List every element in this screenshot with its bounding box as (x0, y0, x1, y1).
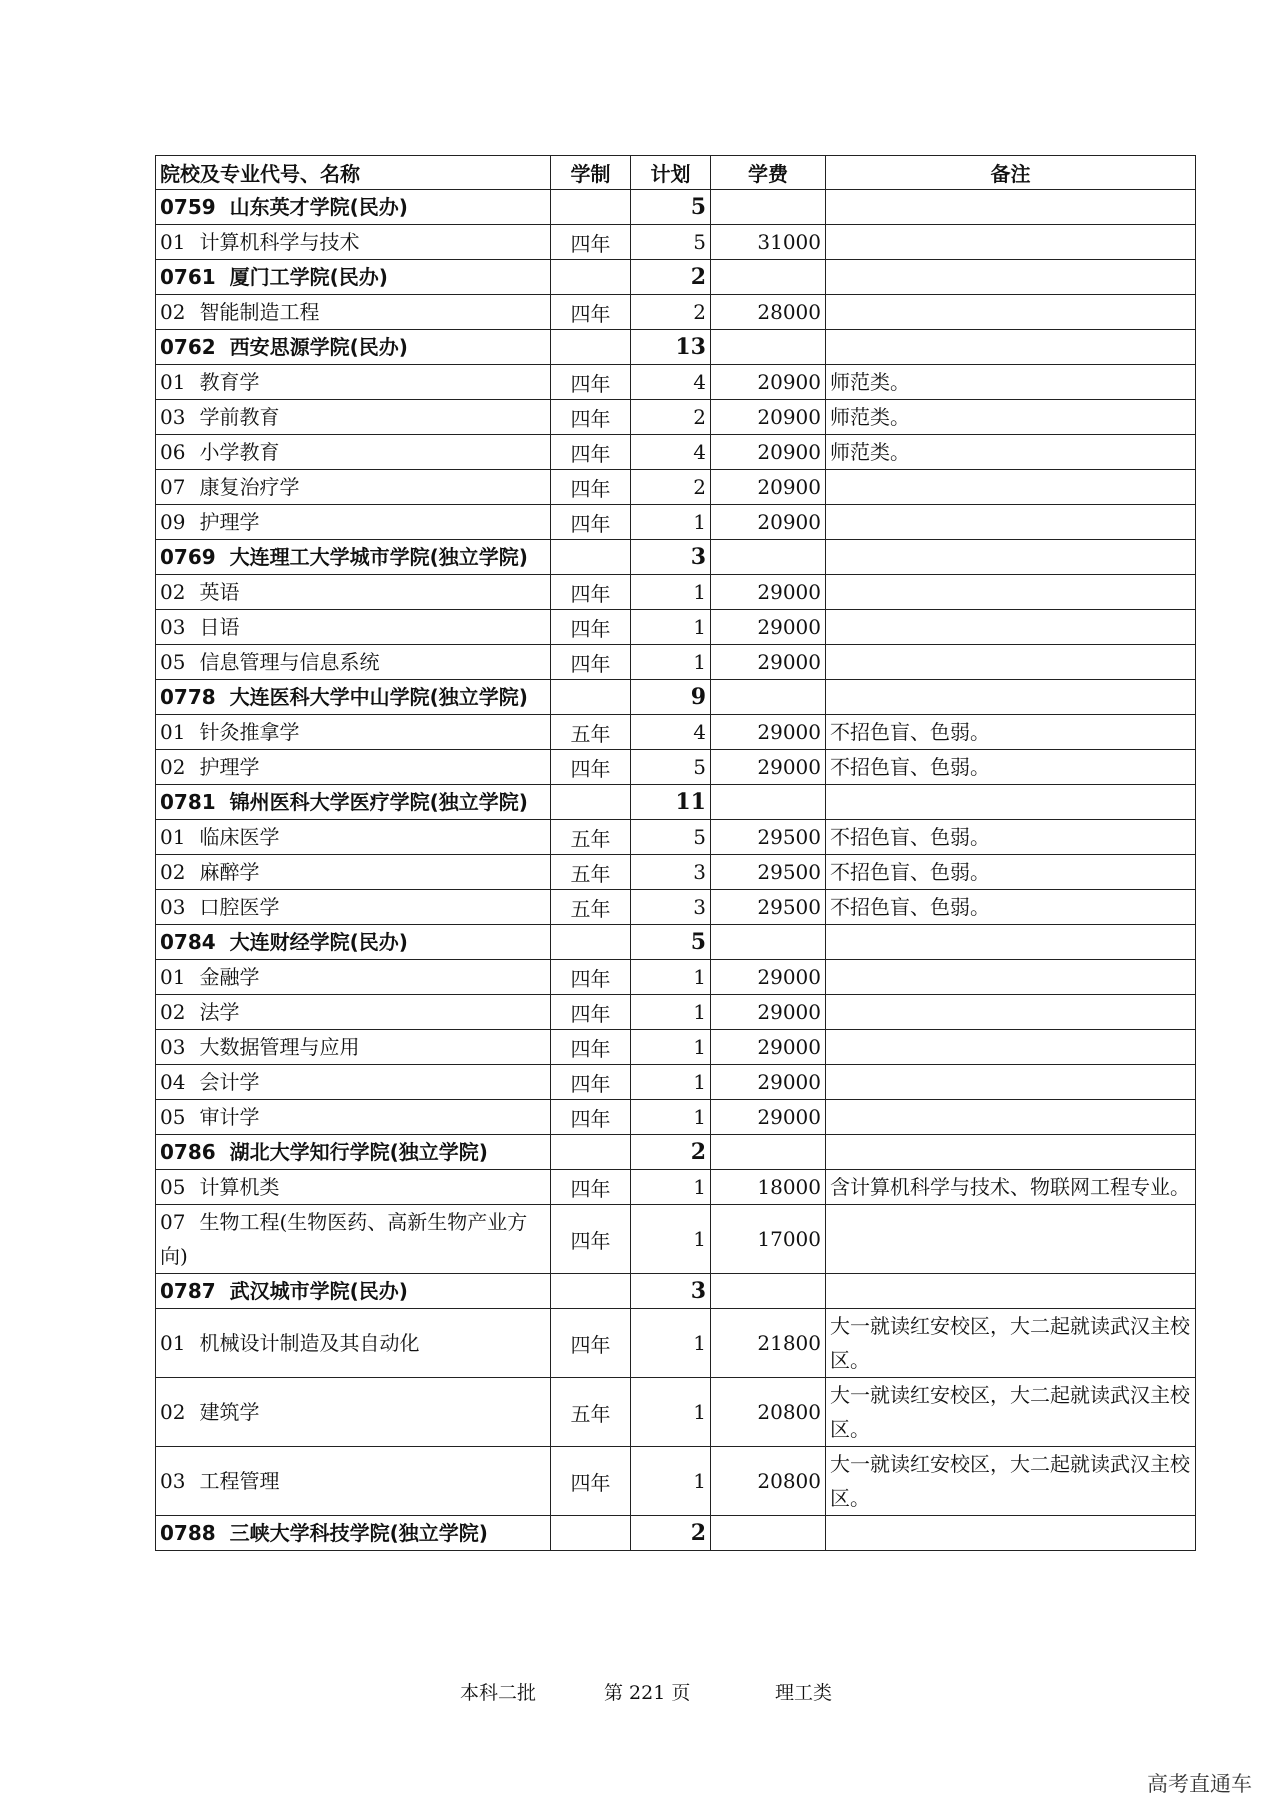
system-cell: 四年 (551, 1447, 631, 1516)
fee-cell (711, 260, 826, 295)
note-cell (826, 1274, 1196, 1309)
school-code: 0786 (160, 1140, 216, 1164)
major-code: 03 (160, 405, 186, 429)
major-name: 麻醉学 (199, 860, 260, 884)
school-row (156, 330, 1196, 365)
major-row (156, 715, 1196, 750)
school-row (156, 785, 1196, 820)
major-cell (156, 1170, 551, 1205)
note-cell: 不招色盲、色弱。 (826, 855, 1196, 890)
note-cell (826, 1065, 1196, 1100)
major-code: 02 (160, 1000, 186, 1024)
major-name: 大数据管理与应用 (199, 1035, 360, 1059)
major-row (156, 750, 1196, 785)
major-cell (156, 505, 551, 540)
system-cell (551, 260, 631, 295)
major-cell (156, 750, 551, 785)
note-cell: 师范类。 (826, 435, 1196, 470)
note-cell: 含计算机科学与技术、物联网工程专业。 (826, 1170, 1196, 1205)
note-cell: 大一就读红安校区，大二起就读武汉主校区。 (826, 1447, 1196, 1516)
major-row (156, 610, 1196, 645)
fee-cell: 29500 (711, 820, 826, 855)
system-cell (551, 190, 631, 225)
note-cell: 不招色盲、色弱。 (826, 820, 1196, 855)
school-row (156, 260, 1196, 295)
major-code: 07 (160, 1210, 186, 1234)
plan-cell: 2 (631, 260, 711, 295)
system-cell: 四年 (551, 750, 631, 785)
major-cell (156, 365, 551, 400)
fee-cell: 29000 (711, 715, 826, 750)
header-system: 学制 (551, 156, 631, 190)
school-code: 0769 (160, 545, 216, 569)
school-cell (156, 785, 551, 820)
major-row (156, 1030, 1196, 1065)
system-cell: 四年 (551, 575, 631, 610)
system-cell: 四年 (551, 435, 631, 470)
major-code: 02 (160, 860, 186, 884)
system-cell: 四年 (551, 645, 631, 680)
plan-cell: 1 (631, 610, 711, 645)
school-cell (156, 925, 551, 960)
school-cell (156, 1516, 551, 1551)
fee-cell: 28000 (711, 295, 826, 330)
school-code: 0762 (160, 335, 216, 359)
major-row (156, 365, 1196, 400)
plan-cell: 3 (631, 890, 711, 925)
major-code: 01 (160, 965, 186, 989)
system-cell: 四年 (551, 400, 631, 435)
system-cell (551, 1274, 631, 1309)
major-code: 02 (160, 580, 186, 604)
system-cell: 五年 (551, 890, 631, 925)
major-name: 口腔医学 (199, 895, 280, 919)
school-row (156, 1516, 1196, 1551)
major-cell (156, 1065, 551, 1100)
major-row (156, 855, 1196, 890)
major-code: 01 (160, 370, 186, 394)
note-cell (826, 785, 1196, 820)
admission-plan-table (155, 155, 1196, 1551)
system-cell (551, 925, 631, 960)
major-name: 生物工程(生物医药、高新生物产业方向) (160, 1210, 528, 1268)
system-cell: 四年 (551, 365, 631, 400)
school-cell (156, 540, 551, 575)
note-cell (826, 1030, 1196, 1065)
major-name: 英语 (199, 580, 240, 604)
system-cell: 四年 (551, 610, 631, 645)
plan-cell: 1 (631, 1170, 711, 1205)
system-cell: 四年 (551, 1100, 631, 1135)
school-row (156, 1135, 1196, 1170)
plan-cell: 2 (631, 400, 711, 435)
major-code: 01 (160, 1331, 186, 1355)
system-cell: 四年 (551, 1030, 631, 1065)
school-code: 0781 (160, 790, 216, 814)
note-cell: 师范类。 (826, 400, 1196, 435)
plan-cell: 1 (631, 1309, 711, 1378)
plan-cell: 4 (631, 715, 711, 750)
school-code: 0759 (160, 195, 216, 219)
plan-cell: 3 (631, 855, 711, 890)
major-name: 学前教育 (199, 405, 280, 429)
major-cell (156, 610, 551, 645)
note-cell (826, 960, 1196, 995)
plan-cell: 13 (631, 330, 711, 365)
major-code: 01 (160, 825, 186, 849)
major-cell (156, 960, 551, 995)
major-code: 06 (160, 440, 186, 464)
major-cell (156, 820, 551, 855)
plan-cell: 1 (631, 1378, 711, 1447)
fee-cell (711, 330, 826, 365)
major-row (156, 1309, 1196, 1378)
major-name: 金融学 (199, 965, 260, 989)
note-cell (826, 995, 1196, 1030)
major-code: 02 (160, 300, 186, 324)
note-cell (826, 190, 1196, 225)
major-name: 会计学 (199, 1070, 260, 1094)
major-cell (156, 575, 551, 610)
major-row (156, 995, 1196, 1030)
major-row (156, 295, 1196, 330)
fee-cell: 29000 (711, 995, 826, 1030)
plan-cell: 5 (631, 820, 711, 855)
major-cell (156, 435, 551, 470)
header-name: 院校及专业代号、名称 (156, 156, 551, 190)
fee-cell: 29000 (711, 575, 826, 610)
plan-cell: 1 (631, 645, 711, 680)
major-cell (156, 715, 551, 750)
school-name: 大连财经学院(民办) (229, 930, 408, 954)
plan-cell: 1 (631, 1100, 711, 1135)
plan-cell: 2 (631, 295, 711, 330)
school-code: 0787 (160, 1279, 216, 1303)
school-name: 大连医科大学中山学院(独立学院) (229, 685, 528, 709)
school-name: 湖北大学知行学院(独立学院) (229, 1140, 488, 1164)
fee-cell: 29000 (711, 1030, 826, 1065)
plan-cell: 4 (631, 435, 711, 470)
system-cell: 四年 (551, 505, 631, 540)
major-row (156, 1378, 1196, 1447)
note-cell: 不招色盲、色弱。 (826, 890, 1196, 925)
plan-cell: 2 (631, 470, 711, 505)
major-cell (156, 1030, 551, 1065)
fee-cell: 20800 (711, 1447, 826, 1516)
system-cell: 五年 (551, 855, 631, 890)
major-code: 02 (160, 755, 186, 779)
footer-page-number: 第 221 页 (604, 1682, 691, 1704)
major-row (156, 435, 1196, 470)
note-cell (826, 1100, 1196, 1135)
school-name: 西安思源学院(民办) (229, 335, 408, 359)
major-name: 工程管理 (199, 1469, 280, 1493)
plan-cell: 5 (631, 225, 711, 260)
major-row (156, 1100, 1196, 1135)
major-name: 教育学 (199, 370, 260, 394)
school-name: 大连理工大学城市学院(独立学院) (229, 545, 528, 569)
major-cell (156, 1309, 551, 1378)
system-cell: 四年 (551, 470, 631, 505)
major-cell (156, 225, 551, 260)
major-cell (156, 400, 551, 435)
major-row (156, 1205, 1196, 1274)
school-cell (156, 680, 551, 715)
note-cell (826, 540, 1196, 575)
plan-cell: 9 (631, 680, 711, 715)
major-code: 03 (160, 895, 186, 919)
fee-cell: 17000 (711, 1205, 826, 1274)
plan-cell: 5 (631, 925, 711, 960)
major-cell (156, 995, 551, 1030)
note-cell (826, 505, 1196, 540)
fee-cell: 21800 (711, 1309, 826, 1378)
major-code: 02 (160, 1400, 186, 1424)
fee-cell: 29000 (711, 1065, 826, 1100)
system-cell: 四年 (551, 1309, 631, 1378)
table-header-row (156, 156, 1196, 190)
fee-cell: 29000 (711, 960, 826, 995)
note-cell (826, 260, 1196, 295)
system-cell (551, 1516, 631, 1551)
major-name: 法学 (199, 1000, 240, 1024)
note-cell (826, 680, 1196, 715)
school-row (156, 190, 1196, 225)
fee-cell (711, 925, 826, 960)
major-name: 护理学 (199, 510, 260, 534)
major-cell (156, 1100, 551, 1135)
header-note: 备注 (826, 156, 1196, 190)
major-row (156, 505, 1196, 540)
major-cell (156, 470, 551, 505)
note-cell (826, 225, 1196, 260)
footer-batch: 本科二批 (460, 1682, 537, 1704)
fee-cell (711, 1274, 826, 1309)
note-cell: 不招色盲、色弱。 (826, 715, 1196, 750)
school-row (156, 680, 1196, 715)
header-fee: 学费 (711, 156, 826, 190)
plan-cell: 3 (631, 540, 711, 575)
school-name: 锦州医科大学医疗学院(独立学院) (229, 790, 528, 814)
system-cell: 四年 (551, 1205, 631, 1274)
major-name: 护理学 (199, 755, 260, 779)
system-cell: 四年 (551, 960, 631, 995)
major-row (156, 1447, 1196, 1516)
note-cell (826, 610, 1196, 645)
plan-cell: 1 (631, 960, 711, 995)
plan-cell: 1 (631, 505, 711, 540)
fee-cell: 20900 (711, 470, 826, 505)
major-code: 07 (160, 475, 186, 499)
major-name: 日语 (199, 615, 240, 639)
fee-cell: 20900 (711, 505, 826, 540)
school-name: 武汉城市学院(民办) (229, 1279, 408, 1303)
system-cell: 四年 (551, 225, 631, 260)
note-cell (826, 925, 1196, 960)
system-cell: 四年 (551, 995, 631, 1030)
note-cell: 不招色盲、色弱。 (826, 750, 1196, 785)
major-code: 01 (160, 720, 186, 744)
footer-category: 理工类 (775, 1682, 833, 1704)
major-code: 03 (160, 1035, 186, 1059)
school-cell (156, 190, 551, 225)
fee-cell (711, 540, 826, 575)
major-row (156, 470, 1196, 505)
major-cell (156, 1378, 551, 1447)
fee-cell: 31000 (711, 225, 826, 260)
plan-cell: 2 (631, 1135, 711, 1170)
school-cell (156, 1274, 551, 1309)
fee-cell (711, 1516, 826, 1551)
school-code: 0761 (160, 265, 216, 289)
major-row (156, 225, 1196, 260)
note-cell (826, 1135, 1196, 1170)
major-name: 审计学 (199, 1105, 260, 1129)
system-cell (551, 785, 631, 820)
fee-cell: 20800 (711, 1378, 826, 1447)
major-cell (156, 295, 551, 330)
school-name: 三峡大学科技学院(独立学院) (229, 1521, 488, 1545)
plan-cell: 1 (631, 995, 711, 1030)
system-cell: 四年 (551, 1065, 631, 1100)
major-name: 康复治疗学 (199, 475, 300, 499)
major-code: 05 (160, 1105, 186, 1129)
system-cell (551, 330, 631, 365)
system-cell: 四年 (551, 295, 631, 330)
major-cell (156, 1205, 551, 1274)
major-name: 小学教育 (199, 440, 280, 464)
system-cell: 四年 (551, 1170, 631, 1205)
school-row (156, 925, 1196, 960)
major-code: 01 (160, 230, 186, 254)
plan-cell: 1 (631, 1065, 711, 1100)
school-code: 0784 (160, 930, 216, 954)
school-cell (156, 1135, 551, 1170)
major-code: 03 (160, 615, 186, 639)
major-code: 05 (160, 1175, 186, 1199)
note-cell (826, 330, 1196, 365)
plan-cell: 1 (631, 1447, 711, 1516)
note-cell: 师范类。 (826, 365, 1196, 400)
major-code: 05 (160, 650, 186, 674)
plan-cell: 5 (631, 750, 711, 785)
header-plan: 计划 (631, 156, 711, 190)
fee-cell: 29000 (711, 750, 826, 785)
plan-cell: 1 (631, 1205, 711, 1274)
system-cell: 五年 (551, 820, 631, 855)
plan-cell: 5 (631, 190, 711, 225)
fee-cell (711, 785, 826, 820)
plan-cell: 11 (631, 785, 711, 820)
fee-cell: 29000 (711, 610, 826, 645)
major-name: 信息管理与信息系统 (199, 650, 380, 674)
major-row (156, 820, 1196, 855)
major-cell (156, 855, 551, 890)
system-cell (551, 680, 631, 715)
school-name: 山东英才学院(民办) (229, 195, 408, 219)
major-name: 计算机类 (199, 1175, 280, 1199)
fee-cell: 20900 (711, 365, 826, 400)
major-code: 09 (160, 510, 186, 534)
major-row (156, 960, 1196, 995)
major-name: 针灸推拿学 (199, 720, 300, 744)
major-name: 智能制造工程 (199, 300, 320, 324)
fee-cell: 18000 (711, 1170, 826, 1205)
major-row (156, 1170, 1196, 1205)
major-row (156, 645, 1196, 680)
fee-cell: 29000 (711, 645, 826, 680)
note-cell (826, 470, 1196, 505)
major-cell (156, 645, 551, 680)
plan-cell: 1 (631, 575, 711, 610)
major-name: 建筑学 (199, 1400, 260, 1424)
fee-cell: 29000 (711, 1100, 826, 1135)
school-cell (156, 330, 551, 365)
school-row (156, 1274, 1196, 1309)
major-row (156, 400, 1196, 435)
note-cell (826, 295, 1196, 330)
system-cell: 五年 (551, 715, 631, 750)
plan-cell: 1 (631, 1030, 711, 1065)
school-row (156, 540, 1196, 575)
school-code: 0788 (160, 1521, 216, 1545)
system-cell (551, 540, 631, 575)
major-code: 04 (160, 1070, 186, 1094)
plan-cell: 4 (631, 365, 711, 400)
fee-cell: 20900 (711, 400, 826, 435)
major-row (156, 1065, 1196, 1100)
note-cell: 大一就读红安校区，大二起就读武汉主校区。 (826, 1378, 1196, 1447)
note-cell (826, 1205, 1196, 1274)
major-cell (156, 890, 551, 925)
major-name: 临床医学 (199, 825, 280, 849)
note-cell (826, 645, 1196, 680)
major-code: 03 (160, 1469, 186, 1493)
fee-cell: 29500 (711, 855, 826, 890)
note-cell (826, 1516, 1196, 1551)
watermark-text: 高考直通车 (1147, 1772, 1252, 1796)
school-cell (156, 260, 551, 295)
fee-cell (711, 190, 826, 225)
system-cell: 五年 (551, 1378, 631, 1447)
major-row (156, 890, 1196, 925)
note-cell: 大一就读红安校区，大二起就读武汉主校区。 (826, 1309, 1196, 1378)
plan-cell: 2 (631, 1516, 711, 1551)
plan-cell: 3 (631, 1274, 711, 1309)
major-name: 计算机科学与技术 (199, 230, 360, 254)
school-code: 0778 (160, 685, 216, 709)
fee-cell: 29500 (711, 890, 826, 925)
major-row (156, 575, 1196, 610)
fee-cell (711, 680, 826, 715)
major-name: 机械设计制造及其自动化 (199, 1331, 420, 1355)
fee-cell: 20900 (711, 435, 826, 470)
school-name: 厦门工学院(民办) (229, 265, 388, 289)
major-cell (156, 1447, 551, 1516)
system-cell (551, 1135, 631, 1170)
note-cell (826, 575, 1196, 610)
fee-cell (711, 1135, 826, 1170)
